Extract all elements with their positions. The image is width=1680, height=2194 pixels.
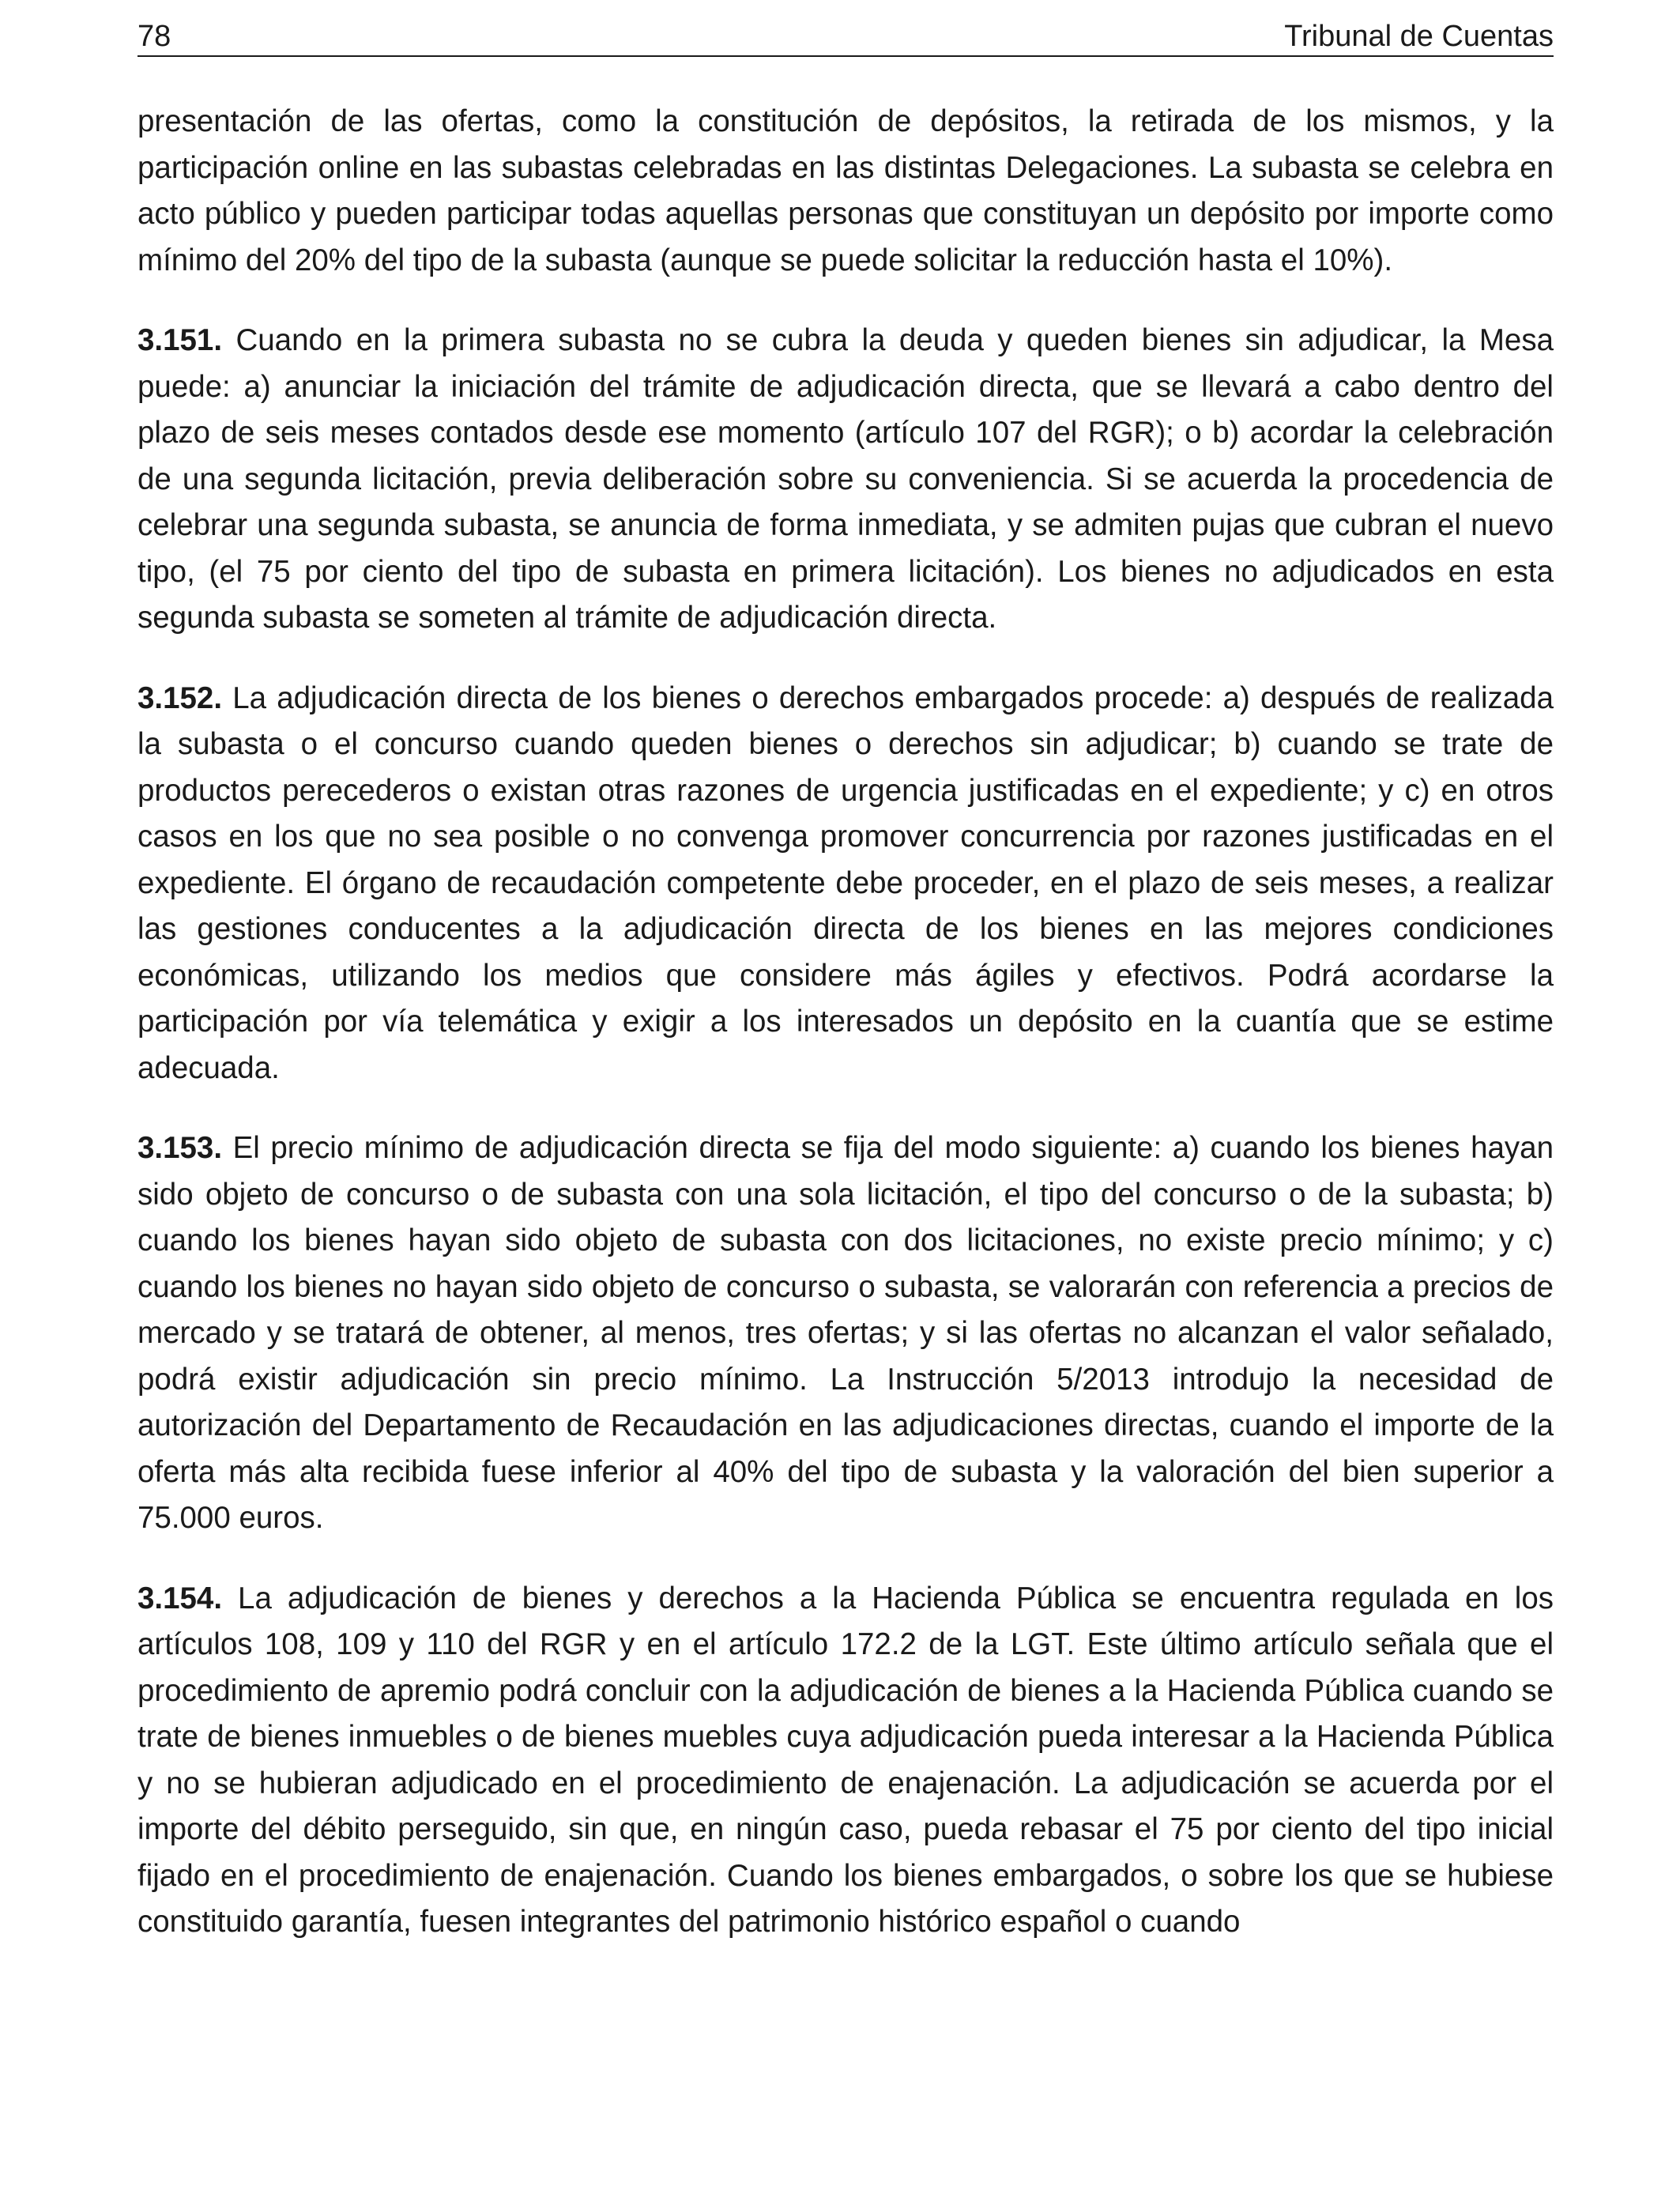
paragraph-continuation xyxy=(137,99,1554,284)
paragraph-text: Cuando en la primera subasta no se cubra la deuda y queden bienes sin adjudicar, la Mesa puede: a) anunciar la iniciación del trámite de adjudicación directa, que se llevará a cabo dentro del plazo de seis meses contados desde ese momento (artículo 107 del RGR); o b) acordar la celebración de una segunda licitación, previa deliberación sobre su conveniencia. Si se acuerda la procedencia de celebrar una segunda subasta, se anuncia de forma inmediata, y se admiten pujas que cubran el nuevo tipo, (el 75 por ciento del tipo de subasta en primera licitación). Los bienes no adjudicados en esta segunda subasta se someten al trámite de adjudicación directa. xyxy=(137,323,1554,635)
document-page xyxy=(137,0,1554,2194)
paragraph-text: La adjudicación directa de los bienes o derechos embargados procede: a) después de realizada la subasta o el concurso cuando queden bienes o derechos sin adjudicar; b) cuando se trate de productos perecederos o existan otras razones de urgencia justificadas en el expediente; y c) en otros casos en los que no sea posible o no convenga promover concurrencia por razones justificadas en el expediente. El órgano de recaudación competente debe proceder, en el plazo de seis meses, a realizar las gestiones conducentes a la adjudicación directa de los bienes en las mejores condiciones económicas, utilizando los medios que considere más ágiles y efectivos. Podrá acordarse la participación por vía telemática y exigir a los interesados un depósito en la cuantía que se estime adecuada. xyxy=(137,680,1554,1085)
paragraph-text: La adjudicación de bienes y derechos a la Hacienda Pública se encuentra regulada en los artículos 108, 109 y 110 del RGR y en el artículo 172.2 de la LGT. Este último artículo señala que el procedimiento de apremio podrá concluir con la adjudicación de bienes a la Hacienda Pública cuando se trate de bienes inmuebles o de bienes muebles cuya adjudicación pueda interesar a la Hacienda Pública y no se hubieran adjudicado en el procedimiento de enajenación. La adjudicación se acuerda por el importe del débito perseguido, sin que, en ningún caso, pueda rebasar el 75 por ciento del tipo inicial fijado en el procedimiento de enajenación. Cuando los bienes embargados, o sobre los que se hubiese constituido garantía, fuesen integrantes del patrimonio histórico español o cuando xyxy=(137,1581,1554,1939)
paragraph-3-151 xyxy=(137,318,1554,642)
paragraph-text: presentación de las ofertas, como la constitución de depósitos, la retirada de los mismos, y la participación online en las subastas celebradas en las distintas Delegaciones. La subasta se celebra en acto público y pueden participar todas aquellas personas que constituyan un depósito por importe como mínimo del 20% del tipo de la subasta (aunque se puede solicitar la reducción hasta el 10%). xyxy=(137,104,1554,277)
page-number: 78 xyxy=(137,20,171,53)
page-header xyxy=(137,17,1554,57)
paragraph-number: 3.154. xyxy=(137,1581,223,1615)
paragraph-number: 3.152. xyxy=(137,680,223,715)
body-text xyxy=(137,99,1554,1980)
paragraph-number: 3.153. xyxy=(137,1131,223,1165)
paragraph-3-154 xyxy=(137,1576,1554,1946)
running-title: Tribunal de Cuentas xyxy=(1284,20,1554,53)
paragraph-number: 3.151. xyxy=(137,323,223,357)
paragraph-text: El precio mínimo de adjudicación directa se fija del modo siguiente: a) cuando los bienes hayan sido objeto de concurso o de subasta con una sola licitación, el tipo del concurso o de la subasta; b) cuando los bienes hayan sido objeto de subasta con dos licitaciones, no existe precio mínimo; y c) cuando los bienes no hayan sido objeto de concurso o subasta, se valorarán con referencia a precios de mercado y se tratará de obtener, al menos, tres ofertas; y si las ofertas no alcanzan el valor señalado, podrá existir adjudicación sin precio mínimo. La Instrucción 5/2013 introdujo la necesidad de autorización del Departamento de Recaudación en las adjudicaciones directas, cuando el importe de la oferta más alta recibida fuese inferior al 40% del tipo de subasta y la valoración del bien superior a 75.000 euros. xyxy=(137,1131,1554,1535)
paragraph-3-153 xyxy=(137,1125,1554,1542)
paragraph-3-152 xyxy=(137,676,1554,1092)
